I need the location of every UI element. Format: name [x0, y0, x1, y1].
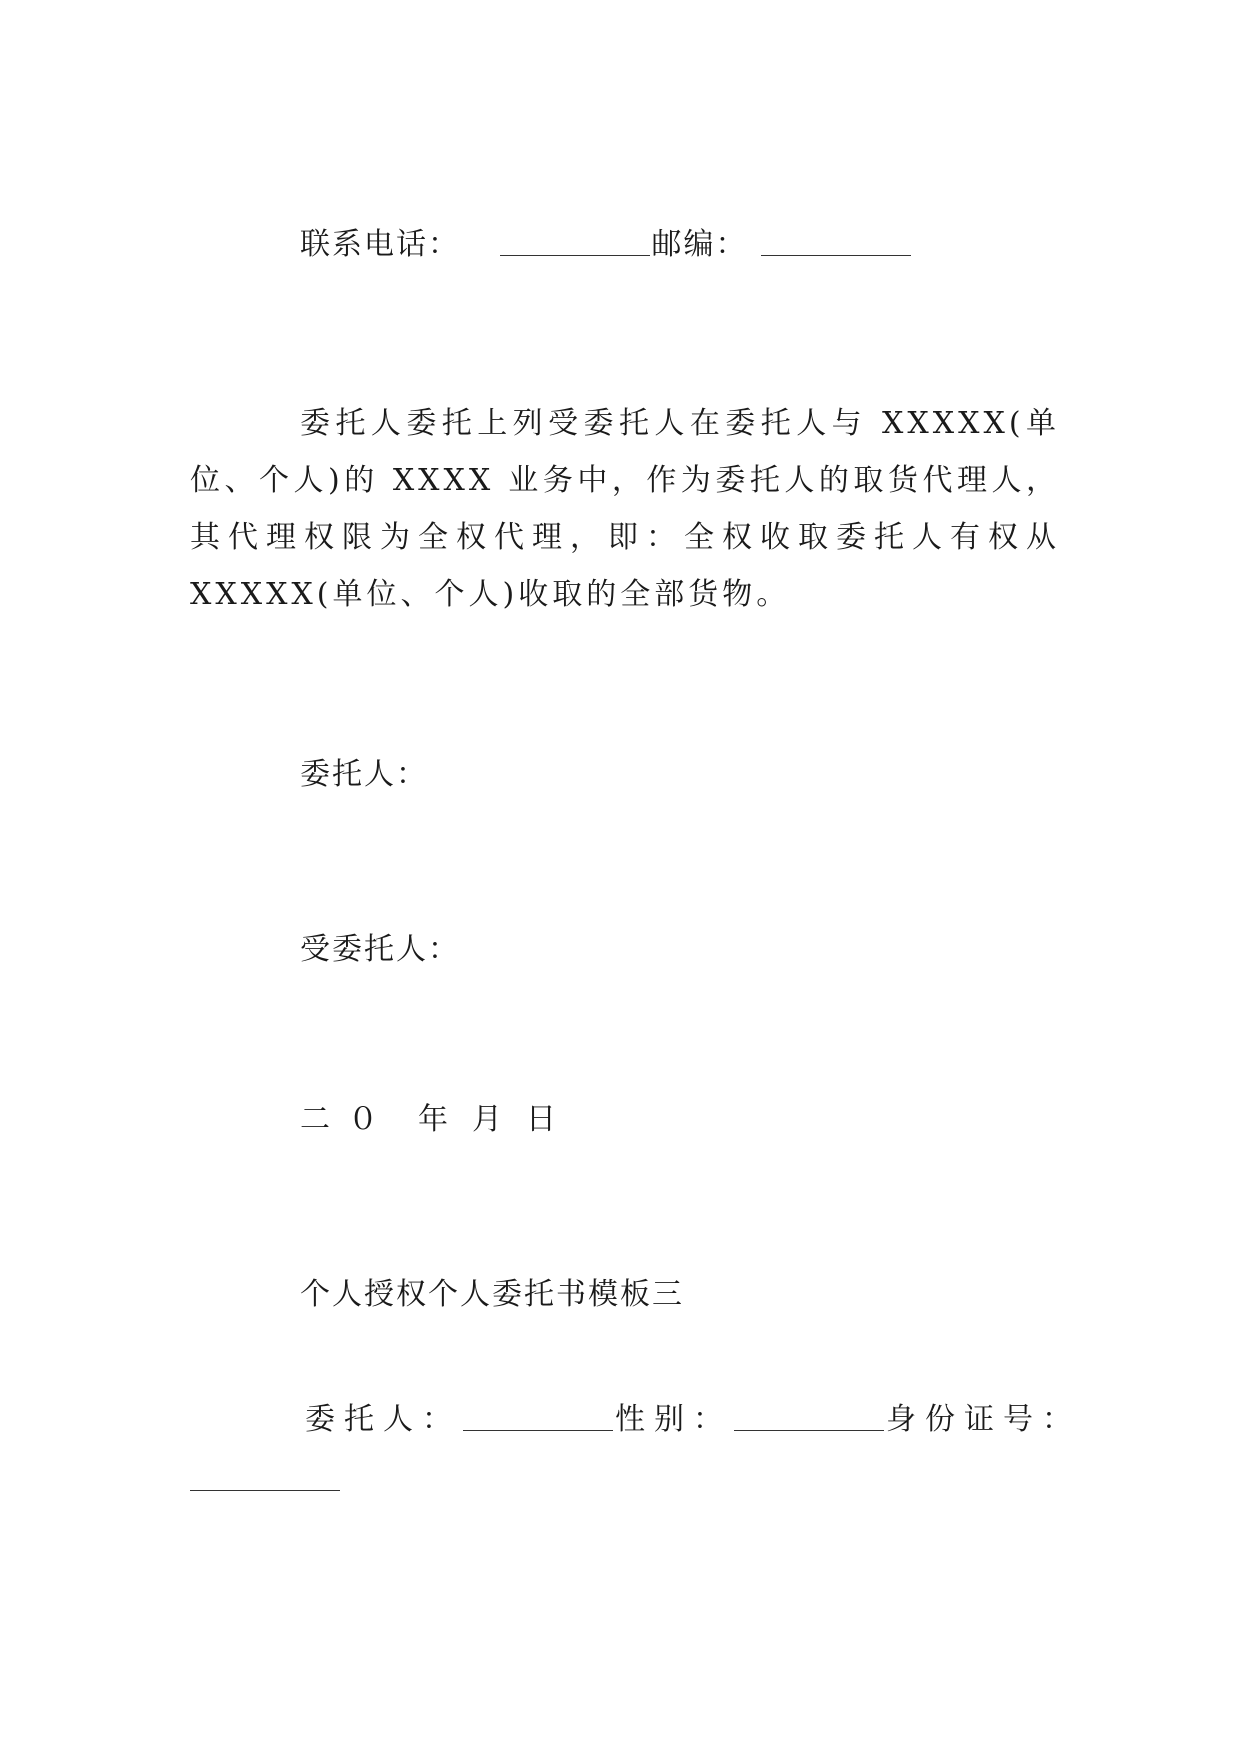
template-gender-label: 性别： [615, 1402, 732, 1437]
date-day-unit: 日 [526, 1102, 558, 1137]
date-year-unit: 年 [418, 1102, 450, 1137]
postcode-label: 邮编： [651, 227, 748, 262]
template-principal-blank [463, 1430, 613, 1431]
contact-line [300, 225, 1170, 265]
phone-blank [500, 255, 650, 256]
agent-label: 受委托人： [300, 932, 460, 967]
template-gender-blank [734, 1430, 884, 1431]
template-id-blank [190, 1490, 340, 1491]
date-year-prefix: 二０ [300, 1102, 396, 1137]
date-line [300, 1100, 1170, 1140]
postcode-blank [761, 255, 911, 256]
body-paragraph: 委托人委托上列受委托人在委托人与 XXXXX(单位、个人)的 XXXX 业务中，作为委托人的取货代理人，其代理权限为全权代理，即：全权收取委托人有权从 XXXXX(单位、个人)收取的全部货物。 [190, 406, 1060, 612]
agent-signature-line [300, 930, 1170, 970]
date-month-unit: 月 [472, 1102, 504, 1137]
template-principal-label: 委托人： [305, 1402, 461, 1437]
template-title-text: 个人授权个人委托书模板三 [300, 1277, 684, 1312]
template-title [300, 1275, 1170, 1315]
template-fields-line [305, 1400, 1175, 1440]
principal-label: 委托人： [300, 757, 428, 792]
template-id-label: 身份证号： [886, 1402, 1081, 1437]
phone-label: 联系电话： [300, 227, 460, 262]
principal-signature-line [300, 755, 1170, 795]
